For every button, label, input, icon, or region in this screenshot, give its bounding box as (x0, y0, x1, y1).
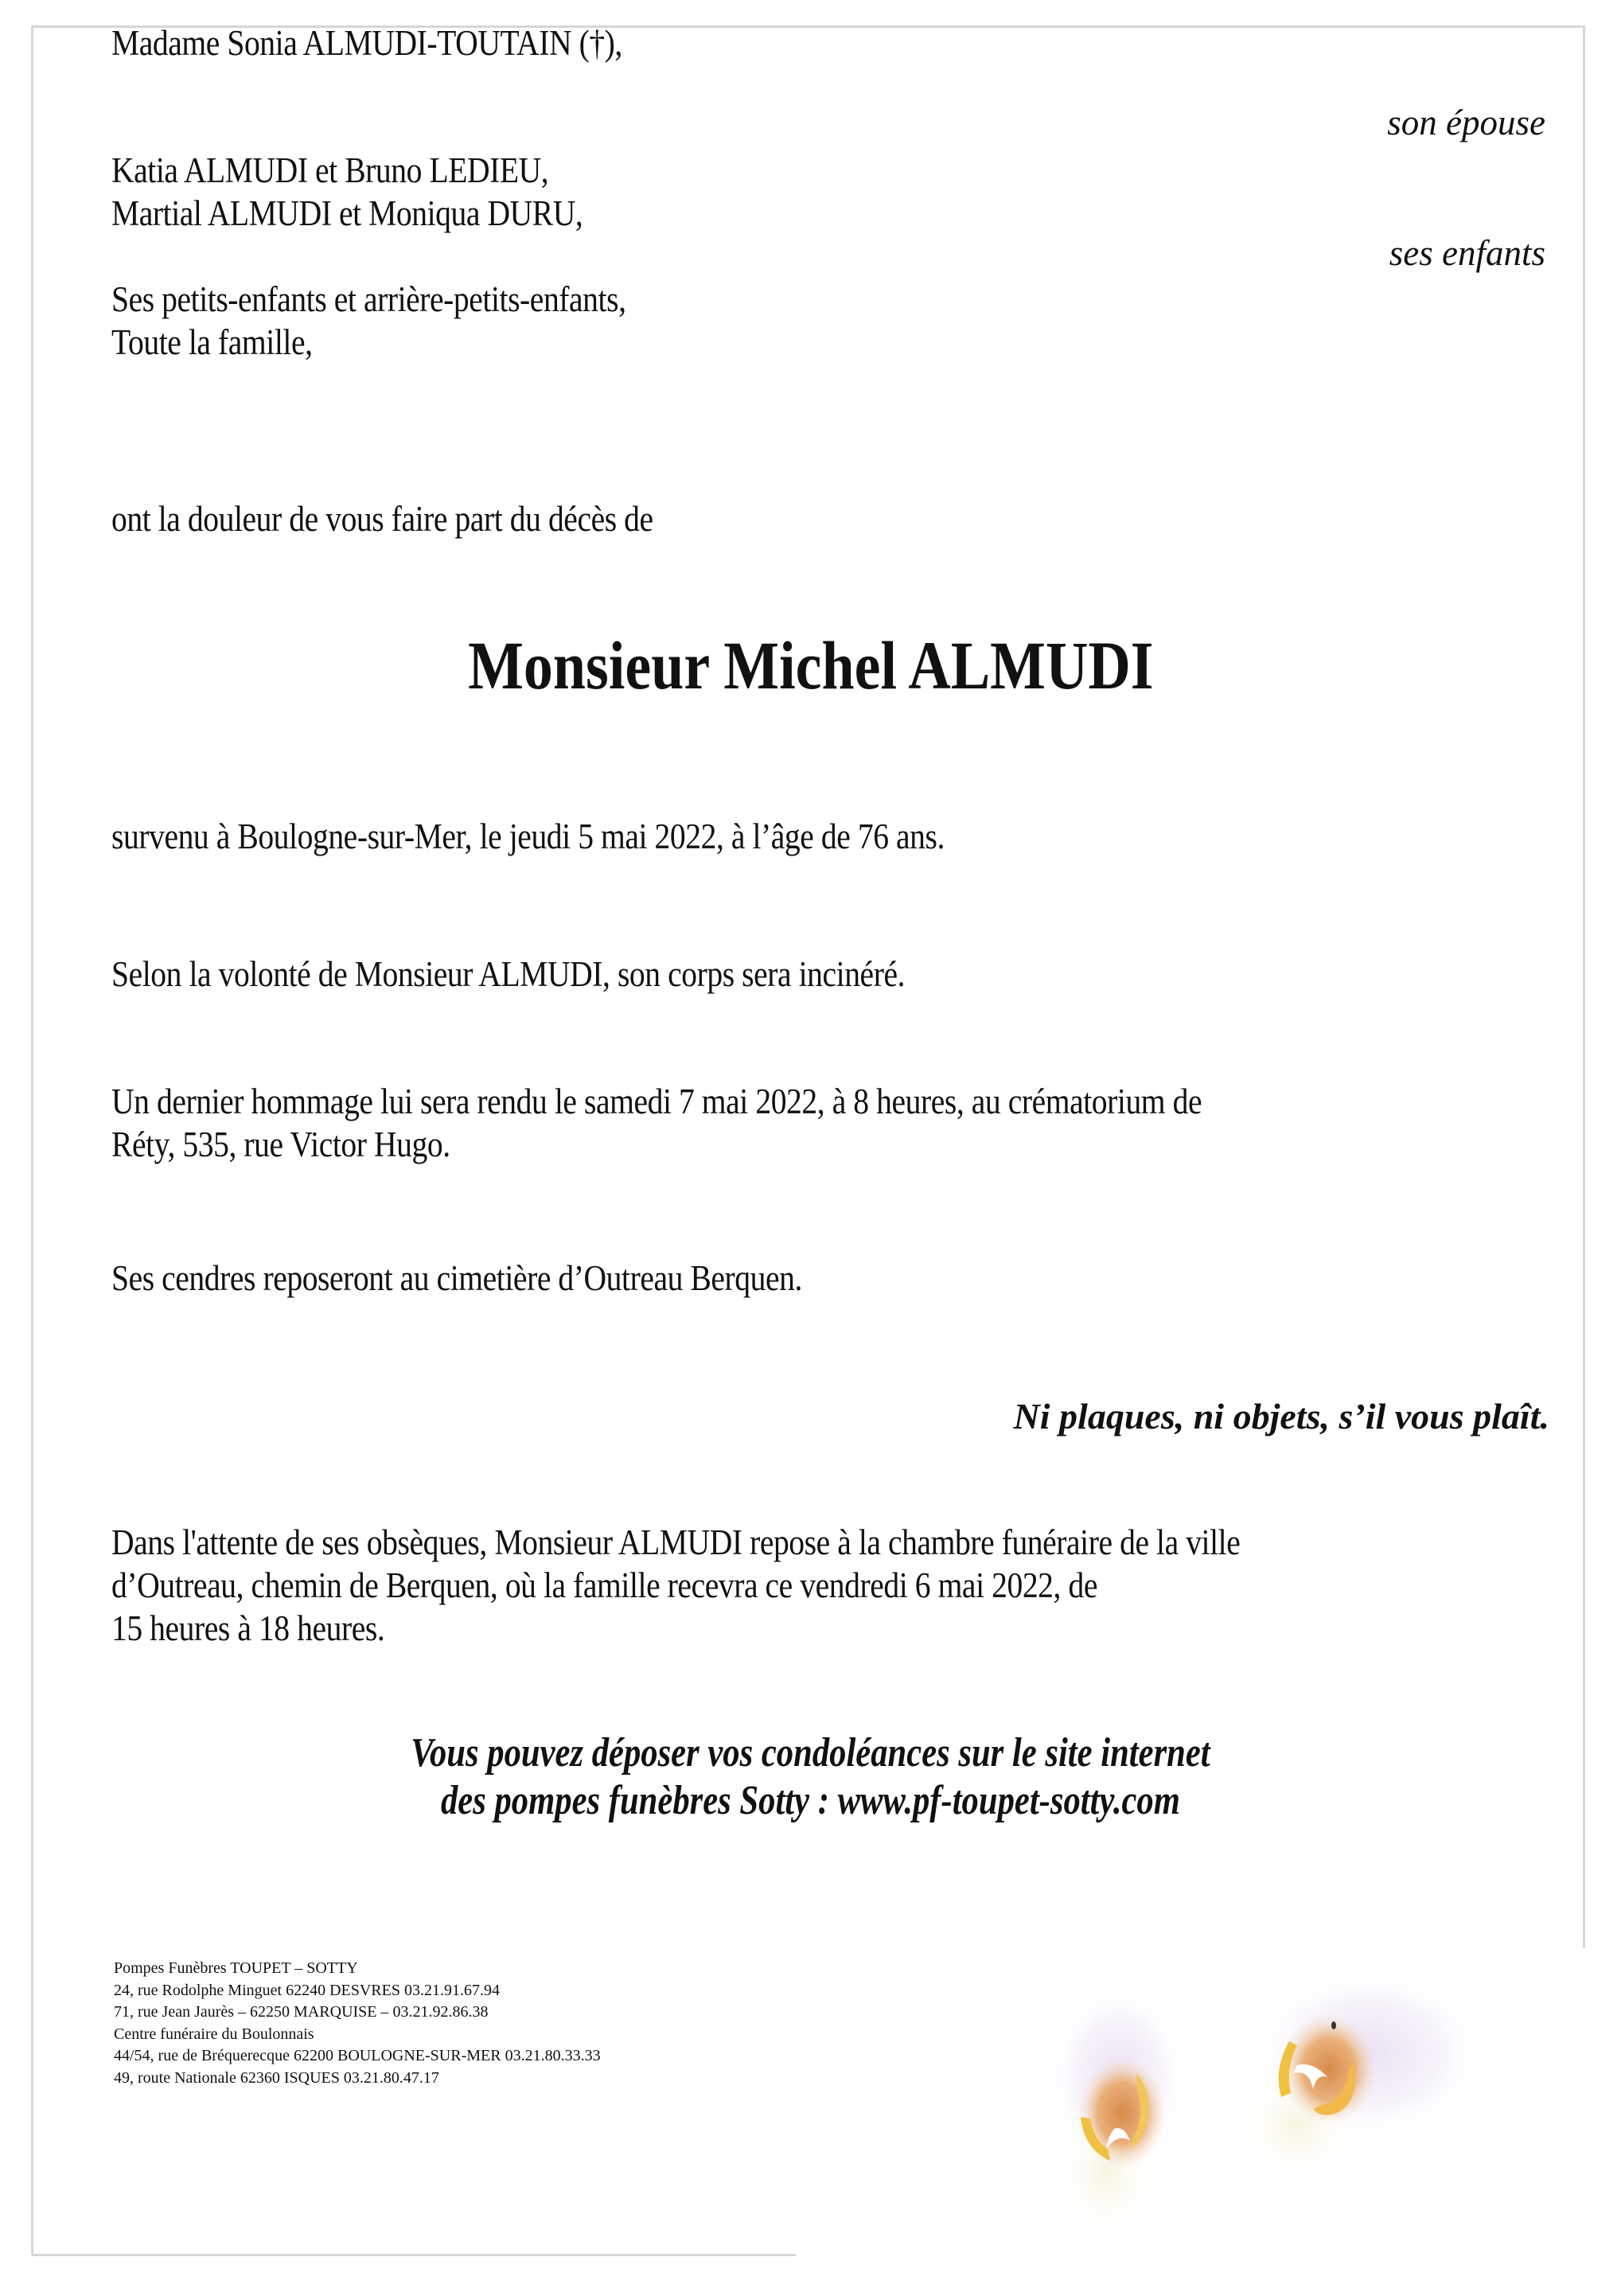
others-line-1: Ses petits-enfants et arrière-petits-enfants, (111, 279, 626, 319)
condolences-line-1-text: Vous pouvez déposer vos condoléances sur le site internet (411, 1730, 1210, 1776)
funeral-home-address-desvres: 24, rue Rodolphe Minguet 62240 DESVRES 03.21.91.67.94 (114, 1981, 500, 1999)
orchid-illustration (1035, 1910, 1621, 2292)
funeral-home-address-marquise: 71, rue Jean Jaurès – 62250 MARQUISE – 03.21.92.86.38 (114, 2003, 489, 2021)
condolences-line-2 (0, 1776, 1621, 1826)
announcement-intro: ont la douleur de vous faire part du décès de (111, 499, 653, 539)
deceased-name-text: Monsieur Michel ALMUDI (467, 627, 1154, 704)
page-frame-bottom (32, 2254, 796, 2256)
ashes-note: Ses cendres reposeront au cimetière d’Outreau Berquen. (111, 1258, 802, 1298)
orchid-right (1233, 1966, 1488, 2189)
condolences-website-text[interactable]: des pompes funèbres Sotty : www.pf-toupet-sotty.com (441, 1778, 1180, 1823)
visitation-line-2: d’Outreau, chemin de Berquen, où la famille recevra ce vendredi 6 mai 2022, de (111, 1565, 1097, 1605)
children-line-2: Martial ALMUDI et Moniqua DURU, (111, 193, 583, 233)
spouse-role: son épouse (1387, 103, 1545, 142)
funeral-center-name: Centre funéraire du Boulonnais (114, 2025, 314, 2043)
children-role: ses enfants (1389, 233, 1545, 273)
funeral-home-footer (114, 1958, 601, 2089)
funeral-center-address-boulogne: 44/54, rue de Bréquerecque 62200 BOULOGNE-SUR-MER 03.21.80.33.33 (114, 2047, 601, 2064)
tribute-line-2: Réty, 535, rue Victor Hugo. (111, 1125, 450, 1164)
death-details: survenu à Boulogne-sur-Mer, le jeudi 5 mai 2022, à l’âge de 76 ans. (111, 817, 945, 856)
visitation-line-1: Dans l'attente de ses obsèques, Monsieur ALMUDI repose à la chambre funéraire de la ville (111, 1522, 1241, 1562)
funeral-home-name: Pompes Funèbres TOUPET – SOTTY (114, 1959, 358, 1977)
children-line-1: Katia ALMUDI et Bruno LEDIEU, (111, 150, 549, 190)
condolences-line-1 (0, 1729, 1621, 1778)
others-line-2: Toute la famille, (111, 322, 313, 362)
deceased-name (0, 626, 1621, 705)
cremation-note: Selon la volonté de Monsieur ALMUDI, son corps sera incinéré. (111, 954, 906, 994)
page-frame-right (1583, 25, 1585, 1948)
page-frame-left (31, 25, 33, 2255)
visitation-line-3: 15 heures à 18 heures. (111, 1608, 385, 1648)
funeral-home-address-isques: 49, route Nationale 62360 ISQUES 03.21.80.47.17 (114, 2068, 439, 2087)
no-flowers-note: Ni plaques, ni objets, s’il vous plaît. (1013, 1396, 1549, 1436)
tribute-line-1: Un dernier hommage lui sera rendu le samedi 7 mai 2022, à 8 heures, au crématorium de (111, 1082, 1202, 1121)
spouse-line: Madame Sonia ALMUDI-TOUTAIN (†), (111, 23, 622, 63)
orchid-flowers-image (1035, 1910, 1621, 2292)
orchid-left (1046, 1982, 1190, 2244)
